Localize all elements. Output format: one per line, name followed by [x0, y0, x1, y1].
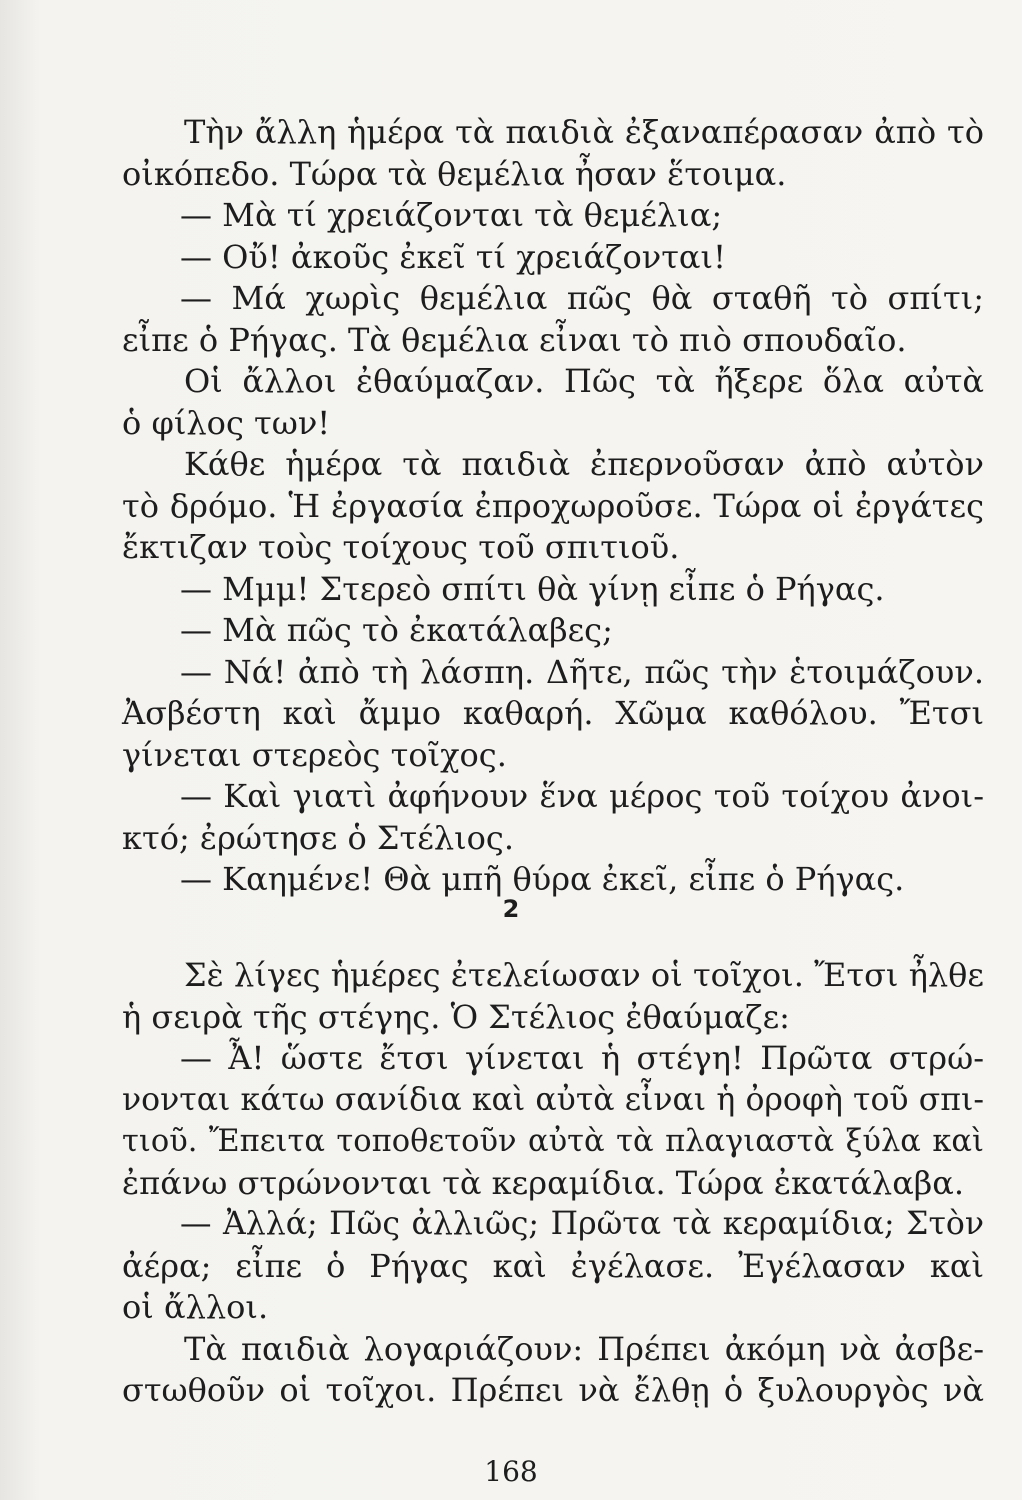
- text-line: ὁ φίλος των!: [122, 403, 331, 442]
- text-line: οἱ ἄλλοι.: [122, 1288, 269, 1326]
- text-line: ἐπάνω στρώνονται τὰ κεραμίδια. Τώρα ἐκατάλαβα.: [122, 1163, 965, 1202]
- text-block-top: [122, 112, 984, 901]
- text-line: οἰκόπεδο. Τώρα τὰ θεμέλια ἦσαν ἕτοιμα.: [122, 154, 787, 193]
- text-line: τὸ δρόμο. Ἡ ἐργασία ἐπροχωροῦσε. Τώρα οἱ ἐργάτες: [122, 486, 984, 525]
- text-line: — Ἆ! ὥστε ἔτσι γίνεται ἡ στέγη! Πρῶτα στρώ-: [180, 1039, 984, 1077]
- text-line: νονται κάτω σανίδια καὶ αὐτὰ εἶναι ἡ ὀροφὴ τοῦ σπι-: [122, 1081, 984, 1118]
- text-line: Σὲ λίγες ἡμέρες ἐτελείωσαν οἱ τοῖχοι. Ἔτσι ἦλθε: [184, 956, 984, 994]
- text-line: — Καημένε! Θὰ μπῆ θύρα ἐκεῖ, εἶπε ὁ Ρήγας.: [180, 860, 905, 898]
- text-line: ἡ σειρὰ τῆς στέγης. Ὁ Στέλιος ἐθαύμαζε:: [122, 997, 790, 1036]
- text-line: γίνεται στερεὸς τοῖχος.: [122, 735, 507, 774]
- text-line: εἶπε ὁ Ρήγας. Τὰ θεμέλια εἶναι τὸ πιὸ σπουδαῖο.: [122, 320, 907, 359]
- text-line: Οἱ ἄλλοι ἐθαύμαζαν. Πῶς τὰ ἤξερε ὅλα αὐτὰ: [184, 362, 984, 400]
- text-line: τιοῦ. Ἔπειτα τοποθετοῦν αὐτὰ τὰ πλαγιαστὰ ξύλα καὶ: [122, 1124, 984, 1159]
- text-line: — Μά χωρὶς θεμέλια πῶς θὰ σταθῆ τὸ σπίτι;: [180, 279, 984, 317]
- page-number: 168: [484, 1455, 538, 1488]
- text-line: — Μὰ πῶς τὸ ἐκατάλαβες;: [180, 611, 613, 649]
- text-line: — Μμμ! Στερεὸ σπίτι θὰ γίνῃ εἶπε ὁ Ρήγας.: [180, 569, 885, 608]
- text-line: — Ἀλλά; Πῶς ἀλλιῶς; Πρῶτα τὰ κεραμίδια; Στὸν: [180, 1206, 984, 1242]
- text-block-bottom: [122, 955, 984, 1412]
- text-line: στωθοῦν οἱ τοῖχοι. Πρέπει νὰ ἔλθῃ ὁ ξυλουργὸς νὰ: [122, 1371, 984, 1409]
- text-line: Ἀσβέστη καὶ ἄμμο καθαρή. Χῶμα καθόλου. Ἔτσι: [122, 694, 984, 732]
- text-line: — Μὰ τί χρειάζονται τὰ θεμέλια;: [180, 196, 723, 234]
- text-line: ἔκτιζαν τοὺς τοίχους τοῦ σπιτιοῦ.: [122, 528, 680, 566]
- text-line: — Οὔ! ἀκοῦς ἐκεῖ τί χρειάζονται!: [180, 237, 726, 276]
- text-line: Τὰ παιδιὰ λογαριάζουν: Πρέπει ἀκόμη νὰ ἀσβε-: [184, 1329, 984, 1368]
- text-line: κτό; ἐρώτησε ὁ Στέλιος.: [122, 818, 514, 857]
- text-line: Κάθε ἡμέρα τὰ παιδιὰ ἐπερνοῦσαν ἀπὸ αὐτὸν: [184, 445, 984, 483]
- text-line: — Νά! ἀπὸ τὴ λάσπη. Δῆτε, πῶς τὴν ἑτοιμάζουν.: [180, 652, 984, 691]
- text-line: Τὴν ἄλλη ἡμέρα τὰ παιδιὰ ἐξαναπέρασαν ἀπὸ τὸ: [184, 113, 984, 151]
- text-line: — Καὶ γιατὶ ἀφήνουν ἕνα μέρος τοῦ τοίχου ἀνοι-: [180, 777, 984, 815]
- text-line: ἀέρα; εἶπε ὁ Ρήγας καὶ ἐγέλασε. Ἐγέλασαν καὶ: [122, 1246, 984, 1285]
- section-number: 2: [502, 895, 520, 923]
